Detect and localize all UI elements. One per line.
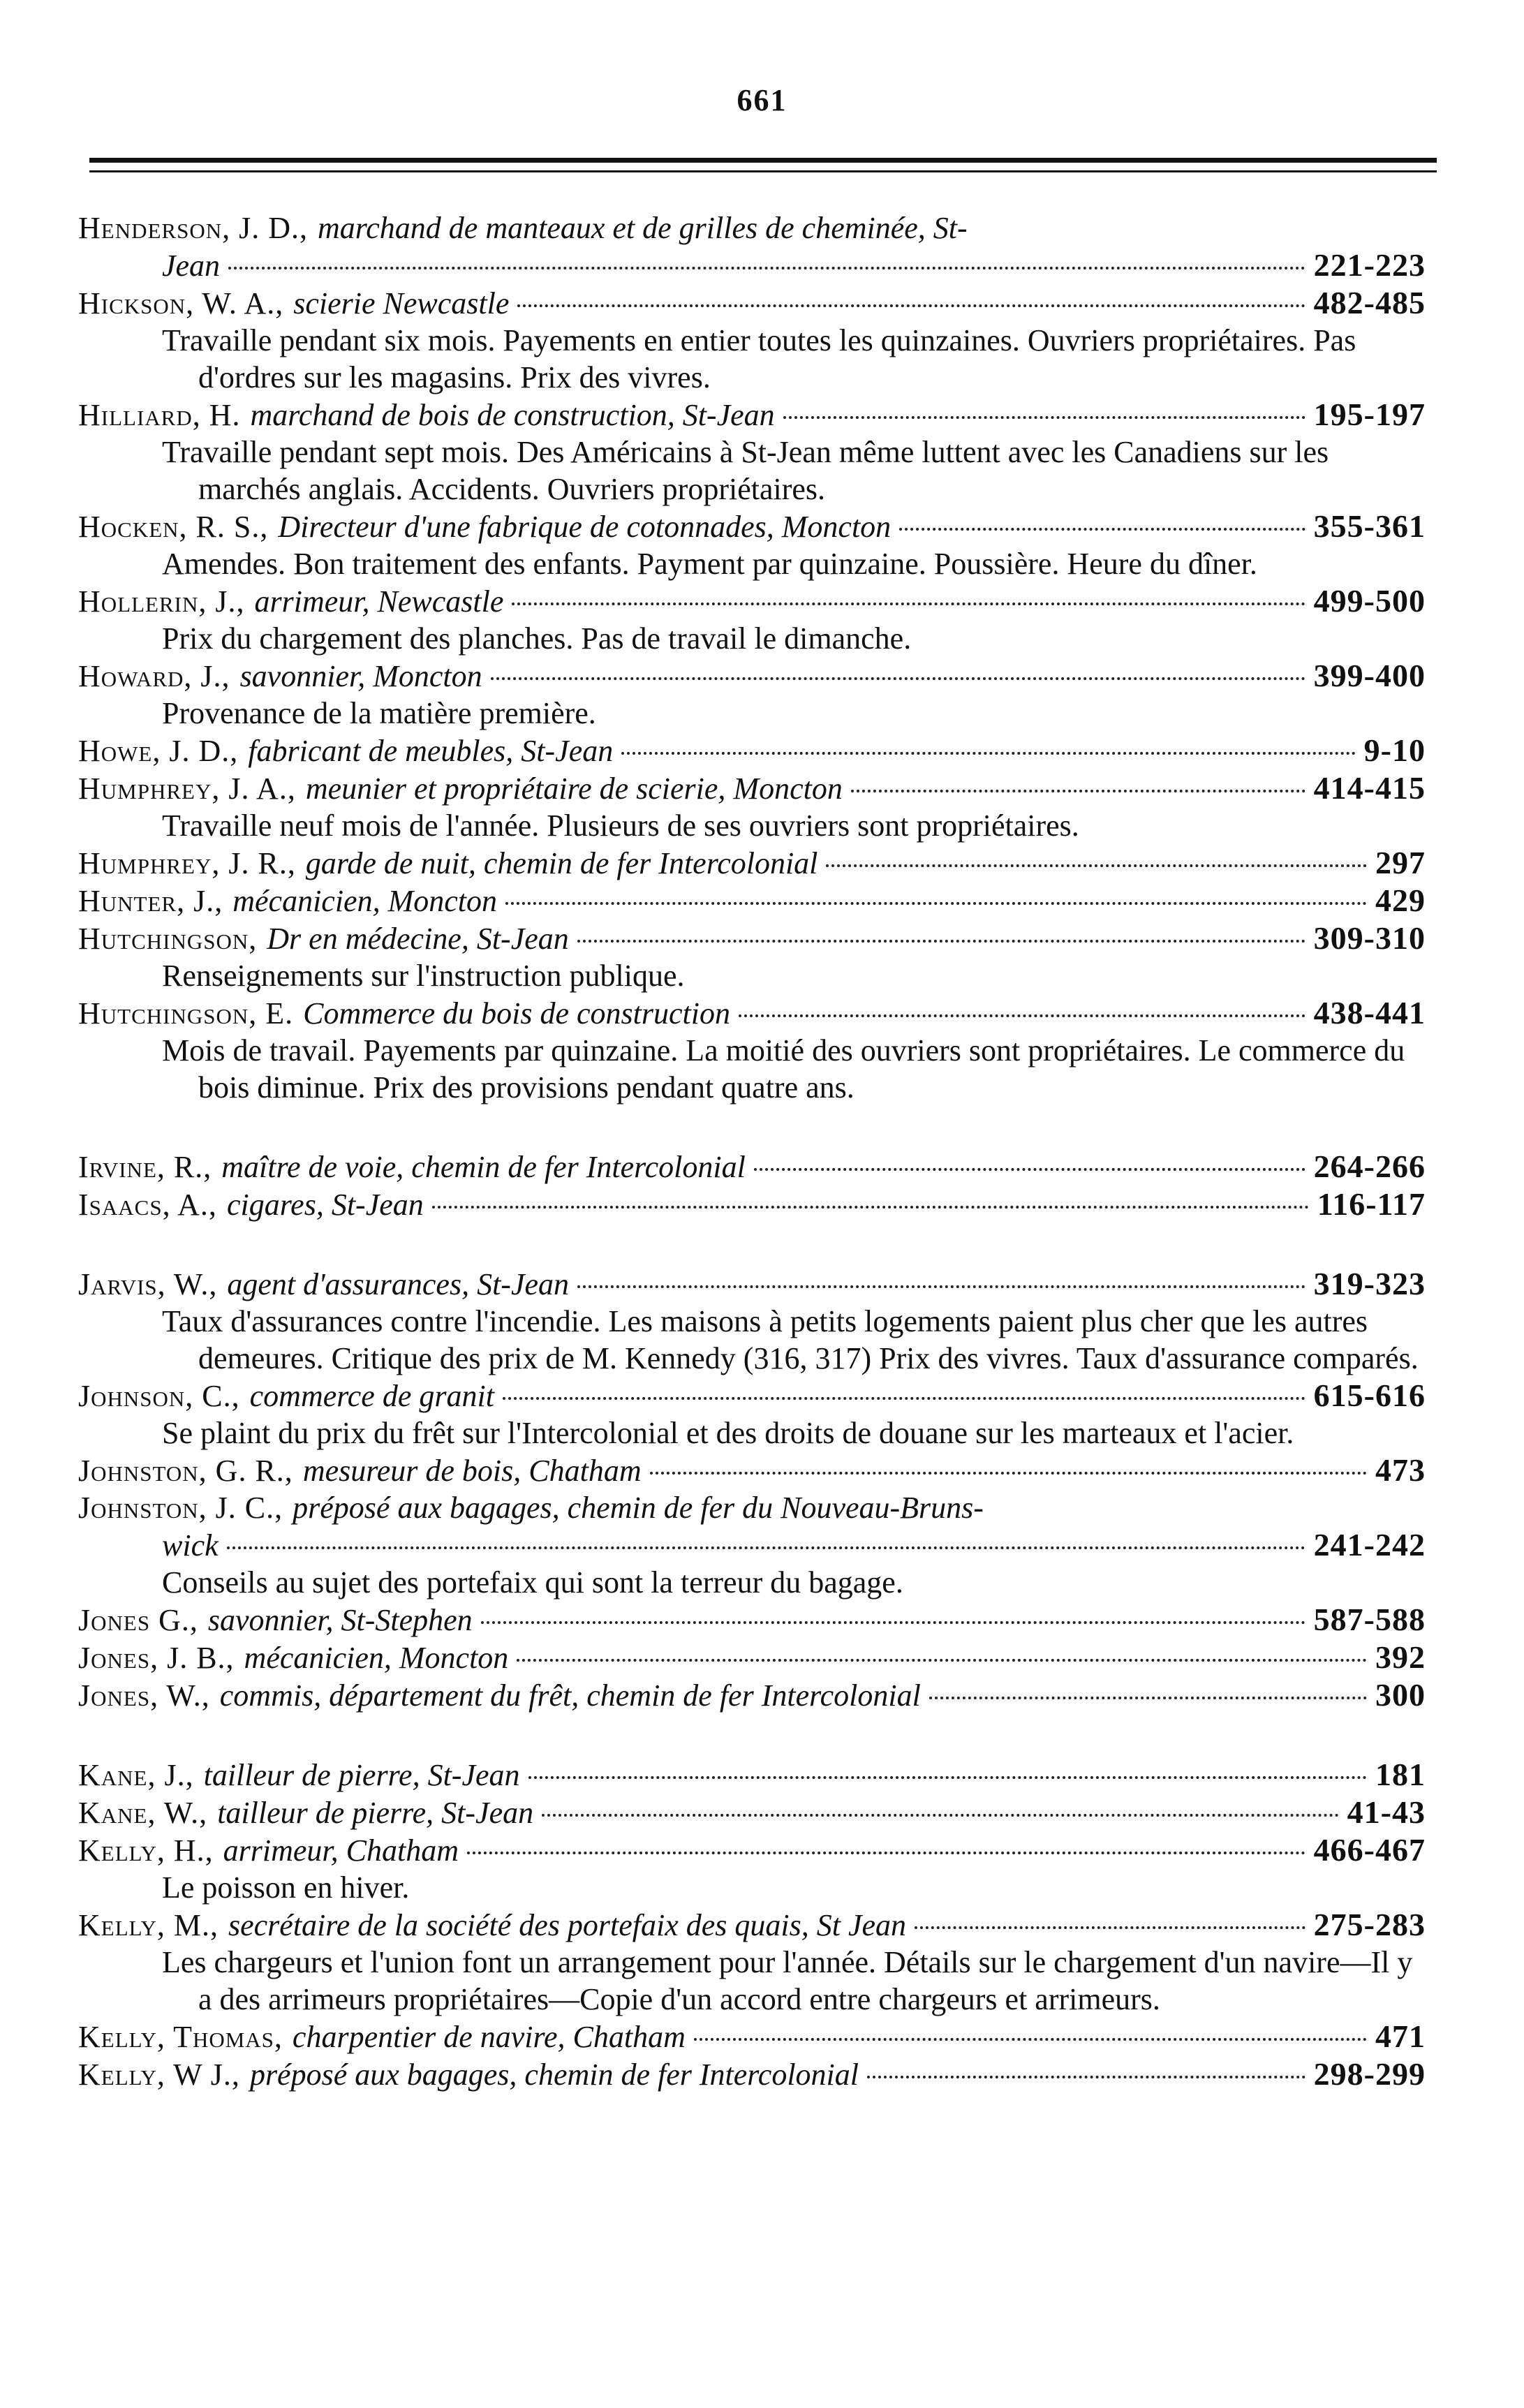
dot-leader bbox=[432, 1206, 1309, 1209]
entry-name: Jones, J. B., bbox=[78, 1641, 235, 1675]
entry-heading bbox=[78, 396, 1426, 434]
entry-description: tailleur de pierre, St-Jean bbox=[203, 1758, 520, 1792]
entry-heading bbox=[78, 2055, 1426, 2093]
entry-pages: 319-323 bbox=[1313, 1266, 1426, 1301]
index-entry bbox=[78, 396, 1426, 508]
entry-pages: 9-10 bbox=[1363, 732, 1426, 768]
entry-note: Le poisson en hiver. bbox=[162, 1870, 410, 1905]
entry-pages: 181 bbox=[1375, 1757, 1426, 1792]
dot-leader bbox=[867, 2076, 1305, 2078]
index-entry bbox=[78, 284, 1426, 396]
entry-name: Hilliard, H. bbox=[78, 398, 241, 432]
dot-leader bbox=[528, 1776, 1367, 1779]
index-entry bbox=[78, 1452, 1426, 1489]
entry-description: meunier et propriétaire de scierie, Moncton bbox=[305, 771, 843, 806]
entry-heading bbox=[78, 1489, 1426, 1526]
entry-pages: 41-43 bbox=[1347, 1794, 1426, 1830]
entry-name: Hickson, W. A., bbox=[78, 286, 284, 320]
entry-description: garde de nuit, chemin de fer Intercolonial bbox=[305, 846, 818, 880]
entry-pages: 429 bbox=[1375, 882, 1426, 918]
entry-description: cigares, St-Jean bbox=[226, 1188, 424, 1222]
entry-description: arrimeur, Newcastle bbox=[254, 584, 504, 619]
entry-name: Kane, W., bbox=[78, 1796, 208, 1830]
entry-pages: 473 bbox=[1375, 1452, 1426, 1488]
entry-description: mécanicien, Moncton bbox=[232, 884, 497, 918]
index-entry bbox=[78, 732, 1426, 769]
entry-pages: 414-415 bbox=[1313, 770, 1426, 806]
entry-pages: 241-242 bbox=[1313, 1527, 1426, 1563]
entry-description: mécanicien, Moncton bbox=[244, 1641, 509, 1675]
entry-pages: 482-485 bbox=[1313, 285, 1426, 320]
entry-heading bbox=[78, 1601, 1426, 1639]
entry-description: charpentier de navire, Chatham bbox=[292, 2020, 686, 2054]
entry-description: préposé aux bagages, chemin de fer du Nouveau-Bruns- bbox=[293, 1491, 984, 1525]
dot-leader bbox=[929, 1697, 1367, 1699]
index-entry bbox=[78, 994, 1426, 1106]
entry-description: Dr en médecine, St-Jean bbox=[267, 922, 569, 956]
index-entry bbox=[78, 2018, 1426, 2055]
dot-leader bbox=[467, 1852, 1305, 1854]
entry-name: Johnston, G. R., bbox=[78, 1454, 293, 1488]
entry-note: Renseignements sur l'instruction publique. bbox=[162, 959, 685, 993]
index-entry bbox=[78, 582, 1426, 657]
entry-pages: 309-310 bbox=[1313, 920, 1426, 956]
index-entry bbox=[78, 1185, 1426, 1223]
page-number: 661 bbox=[737, 83, 787, 117]
entry-heading bbox=[78, 919, 1426, 957]
entry-name: Kelly, W J., bbox=[78, 2058, 240, 2092]
entry-name: Howe, J. D., bbox=[78, 734, 239, 768]
entry-name: Kelly, M., bbox=[78, 1908, 219, 1942]
entry-heading-continuation bbox=[78, 1526, 1426, 1564]
index-entry bbox=[78, 1148, 1426, 1185]
entry-pages: 264-266 bbox=[1313, 1148, 1426, 1184]
index-entry bbox=[78, 919, 1426, 994]
entry-heading bbox=[78, 844, 1426, 882]
entry-pages: 195-197 bbox=[1313, 397, 1426, 432]
entry-description: maître de voie, chemin de fer Intercolonial bbox=[221, 1150, 746, 1184]
index-entry bbox=[78, 1489, 1426, 1601]
entry-name: Jones, W., bbox=[78, 1678, 210, 1713]
index-entry bbox=[78, 1601, 1426, 1639]
dot-leader bbox=[577, 1285, 1305, 1288]
entry-heading bbox=[78, 1377, 1426, 1414]
index-group bbox=[78, 209, 1426, 1106]
entry-heading bbox=[78, 769, 1426, 807]
index-group bbox=[78, 1148, 1426, 1223]
index-entry bbox=[78, 209, 1426, 284]
entry-name: Jarvis, W., bbox=[78, 1267, 218, 1301]
entry-heading bbox=[78, 657, 1426, 695]
entry-description: savonnier, St-Stephen bbox=[207, 1603, 473, 1637]
entry-description: commis, département du frêt, chemin de fer Intercolonial bbox=[219, 1678, 921, 1713]
entry-note: Les chargeurs et l'union font un arrangement pour l'année. Détails sur le chargement d'un navire—Il y a des arrimeurs propriétaires—Copie d'un accord entre chargeurs et arrimeurs. bbox=[162, 1945, 1413, 2016]
entry-name: Johnson, C., bbox=[78, 1379, 240, 1413]
entry-note: Amendes. Bon traitement des enfants. Payment par quinzaine. Poussière. Heure du dîner. bbox=[162, 547, 1257, 581]
dot-leader bbox=[915, 1926, 1305, 1929]
entry-pages: 466-467 bbox=[1313, 1832, 1426, 1868]
entry-heading bbox=[78, 284, 1426, 322]
entry-description: tailleur de pierre, St-Jean bbox=[217, 1796, 534, 1830]
entry-pages: 221-223 bbox=[1313, 247, 1426, 283]
entry-heading bbox=[78, 1831, 1426, 1869]
entry-name: Kelly, H., bbox=[78, 1833, 214, 1868]
entry-pages: 116-117 bbox=[1317, 1186, 1426, 1222]
entry-description: marchand de bois de construction, St-Jean bbox=[250, 398, 775, 432]
index-entry bbox=[78, 508, 1426, 582]
entry-heading bbox=[78, 1265, 1426, 1303]
group-separator bbox=[78, 1714, 1426, 1756]
entry-note: Travaille neuf mois de l'année. Plusieurs de ses ouvriers sont propriétaires. bbox=[162, 808, 1079, 843]
entry-description: fabricant de meubles, St-Jean bbox=[248, 734, 614, 768]
entry-name: Hunter, J., bbox=[78, 884, 223, 918]
index-group bbox=[78, 1265, 1426, 1714]
dot-leader bbox=[491, 677, 1305, 680]
entry-name: Howard, J., bbox=[78, 659, 230, 693]
entry-heading bbox=[78, 1148, 1426, 1185]
dot-leader bbox=[694, 2038, 1367, 2041]
entry-heading bbox=[78, 209, 1426, 246]
entry-note: Travaille pendant six mois. Payements en entier toutes les quinzaines. Ouvriers propriétaires. Pas d'ordres sur les magasins. Prix des vivres. bbox=[162, 323, 1356, 394]
dot-leader bbox=[899, 528, 1305, 531]
index-entry bbox=[78, 657, 1426, 732]
dot-leader bbox=[621, 752, 1355, 755]
entry-name: Henderson, J. D., bbox=[78, 211, 309, 245]
entry-heading bbox=[78, 1185, 1426, 1223]
dot-leader bbox=[826, 864, 1367, 867]
entry-pages: 275-283 bbox=[1313, 1907, 1426, 1942]
entry-name: Humphrey, J. A., bbox=[78, 771, 296, 806]
entry-name: Hutchingson, E. bbox=[78, 996, 294, 1031]
dot-leader bbox=[227, 1546, 1305, 1549]
entry-description: commerce de granit bbox=[249, 1379, 494, 1413]
entry-pages: 355-361 bbox=[1313, 508, 1426, 544]
dot-leader bbox=[517, 1659, 1367, 1662]
entry-heading bbox=[78, 1794, 1426, 1831]
entry-description: savonnier, Moncton bbox=[239, 659, 482, 693]
dot-leader bbox=[517, 304, 1305, 307]
entry-note: Mois de travail. Payements par quinzaine. La moitié des ouvriers sont propriétaires. Le commerce du bois diminue. Prix des provisions pendant quatre ans. bbox=[162, 1033, 1405, 1105]
index-entry bbox=[78, 1794, 1426, 1831]
group-separator bbox=[78, 1106, 1426, 1148]
entry-description: marchand de manteaux et de grilles de cheminée, St- bbox=[318, 211, 968, 245]
dot-leader bbox=[542, 1814, 1339, 1817]
entry-note: Conseils au sujet des portefaix qui sont la terreur du bagage. bbox=[162, 1565, 903, 1600]
entry-note: Prix du chargement des planches. Pas de travail le dimanche. bbox=[162, 621, 912, 656]
entry-description-continuation: wick bbox=[162, 1528, 219, 1563]
entry-pages: 615-616 bbox=[1313, 1377, 1426, 1413]
dot-leader bbox=[851, 790, 1305, 792]
entry-heading bbox=[78, 1906, 1426, 1944]
entry-heading bbox=[78, 732, 1426, 769]
dot-leader bbox=[650, 1472, 1367, 1475]
index-entry bbox=[78, 1265, 1426, 1377]
index-entry bbox=[78, 1639, 1426, 1676]
entry-note: Travaille pendant sept mois. Des Américains à St-Jean même luttent avec les Canadiens sur les marchés anglais. Accidents. Ouvriers propriétaires. bbox=[162, 435, 1329, 506]
entry-pages: 587-588 bbox=[1313, 1602, 1426, 1637]
dot-leader bbox=[739, 1014, 1305, 1017]
index-entry bbox=[78, 882, 1426, 919]
entry-pages: 471 bbox=[1375, 2018, 1426, 2054]
entry-name: Kelly, Thomas, bbox=[78, 2020, 283, 2054]
entry-description: scierie Newcastle bbox=[293, 286, 510, 320]
entry-description: Commerce du bois de construction bbox=[303, 996, 730, 1031]
entry-heading-continuation bbox=[78, 246, 1426, 284]
dot-leader bbox=[512, 603, 1305, 605]
entry-pages: 297 bbox=[1375, 845, 1426, 880]
index-group bbox=[78, 1756, 1426, 2093]
index-entry bbox=[78, 2055, 1426, 2093]
dot-leader bbox=[503, 1397, 1305, 1400]
index-entry bbox=[78, 844, 1426, 882]
index-entry bbox=[78, 1377, 1426, 1452]
entry-heading bbox=[78, 1639, 1426, 1676]
entry-heading bbox=[78, 882, 1426, 919]
index-entry bbox=[78, 1676, 1426, 1714]
header-rule-thin bbox=[89, 170, 1437, 172]
entry-description: préposé aux bagages, chemin de fer Intercolonial bbox=[249, 2058, 859, 2092]
entry-heading bbox=[78, 1756, 1426, 1794]
entry-name: Isaacs, A., bbox=[78, 1188, 217, 1222]
dot-leader bbox=[754, 1168, 1305, 1171]
index-entry bbox=[78, 769, 1426, 844]
entry-name: Kane, J., bbox=[78, 1758, 194, 1792]
header-rule-thick bbox=[89, 158, 1437, 163]
entry-description: arrimeur, Chatham bbox=[223, 1833, 459, 1868]
index-entry bbox=[78, 1831, 1426, 1906]
index-content bbox=[78, 209, 1426, 2093]
index-entry bbox=[78, 1756, 1426, 1794]
dot-leader bbox=[783, 416, 1305, 419]
entry-description: mesureur de bois, Chatham bbox=[302, 1454, 642, 1488]
entry-description-continuation: Jean bbox=[162, 249, 221, 283]
entry-pages: 298-299 bbox=[1313, 2056, 1426, 2092]
index-entry bbox=[78, 1906, 1426, 2018]
entry-description: Directeur d'une fabrique de cotonnades, Moncton bbox=[278, 510, 892, 544]
entry-heading bbox=[78, 1676, 1426, 1714]
dot-leader bbox=[577, 940, 1305, 943]
entry-note: Provenance de la matière première. bbox=[162, 696, 596, 730]
dot-leader bbox=[481, 1621, 1305, 1624]
entry-name: Humphrey, J. R., bbox=[78, 846, 296, 880]
entry-heading bbox=[78, 508, 1426, 545]
entry-name: Hocken, R. S., bbox=[78, 510, 269, 544]
entry-description: secrétaire de la société des portefaix des quais, St Jean bbox=[228, 1908, 907, 1942]
entry-note: Se plaint du prix du frêt sur l'Intercolonial et des droits de douane sur les marteaux et l'acier. bbox=[162, 1416, 1294, 1450]
entry-heading bbox=[78, 1452, 1426, 1489]
entry-name: Jones G., bbox=[78, 1603, 198, 1637]
entry-name: Hollerin, J., bbox=[78, 584, 245, 619]
entry-name: Irvine, R., bbox=[78, 1150, 212, 1184]
entry-pages: 300 bbox=[1375, 1677, 1426, 1713]
dot-leader bbox=[505, 902, 1367, 905]
entry-heading bbox=[78, 994, 1426, 1032]
entry-heading bbox=[78, 582, 1426, 620]
entry-pages: 392 bbox=[1375, 1639, 1426, 1675]
entry-description: agent d'assurances, St-Jean bbox=[227, 1267, 570, 1301]
entry-note: Taux d'assurances contre l'incendie. Les maisons à petits logements paient plus cher que les autres demeures. Critique des prix de M. Kennedy (316, 317) Prix des vivres. Taux d'assurance comparés. bbox=[162, 1304, 1419, 1375]
entry-pages: 399-400 bbox=[1313, 658, 1426, 693]
entry-pages: 438-441 bbox=[1313, 995, 1426, 1031]
entry-name: Hutchingson, bbox=[78, 922, 258, 956]
entry-pages: 499-500 bbox=[1313, 583, 1426, 619]
dot-leader bbox=[228, 267, 1305, 269]
group-separator bbox=[78, 1223, 1426, 1265]
entry-name: Johnston, J. C., bbox=[78, 1491, 283, 1525]
entry-heading bbox=[78, 2018, 1426, 2055]
